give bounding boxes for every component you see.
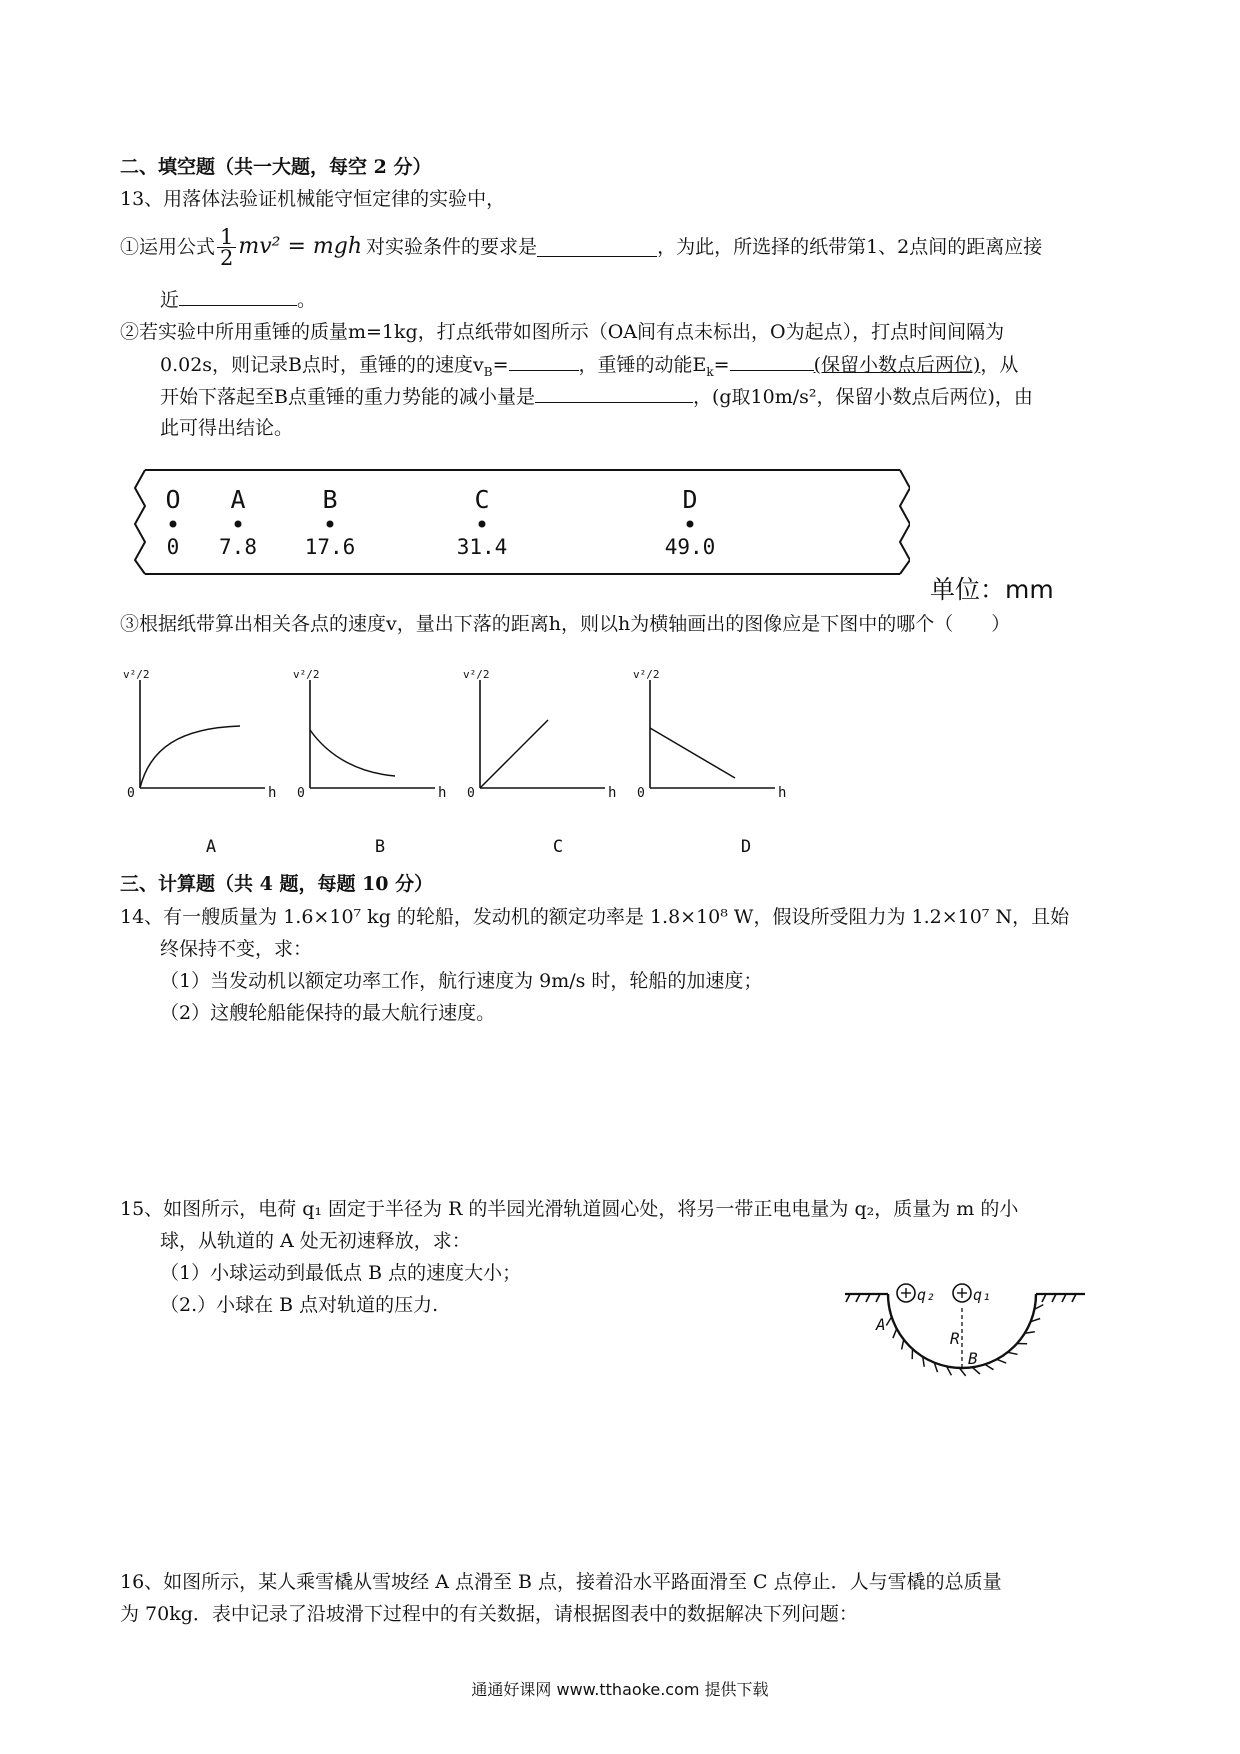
track-hatch-mark: [893, 1329, 897, 1339]
x-axis-label: h: [608, 785, 617, 801]
tape-point-label: B: [322, 485, 338, 514]
answer-blank-condition[interactable]: [537, 238, 657, 257]
q13-part1-line2: [160, 287, 316, 312]
q15-sub1: （1）小球运动到最低点 B 点的速度大小；: [160, 1262, 522, 1284]
q13-part2-line3: [160, 384, 1033, 409]
q13-part1-line1: [120, 224, 1043, 270]
tape-point-label: A: [230, 485, 246, 514]
answer-blank-kinetic-energy[interactable]: [730, 352, 814, 371]
q13-part2-line2: [160, 352, 1018, 384]
track-hatch-mark: [997, 1359, 1007, 1363]
tape-dot: [687, 521, 694, 528]
option-label[interactable]: C: [552, 837, 564, 857]
radius-label: R: [950, 1329, 960, 1348]
graph-option-d: [633, 668, 786, 857]
tape-unit-label: 单位：mm: [930, 575, 1054, 604]
q13-p2-precision-note: (保留小数点后两位): [813, 354, 981, 376]
q13-part2-line4: 此可得出结论。: [160, 417, 294, 439]
q13-p1-suffix: ，为此，所选择的纸带第1、2点间的距离应接: [657, 236, 1043, 258]
q13-p2-text-b: =: [492, 354, 509, 376]
option-label[interactable]: B: [374, 837, 386, 857]
q14-sub2: （2）这艘轮船能保持的最大航行速度。: [160, 1002, 496, 1024]
tape-point-value: 49.0: [664, 535, 716, 559]
q13-p2-text-d: =: [713, 354, 730, 376]
q13-p1-line2-prefix: 近: [160, 289, 180, 311]
semicircle-track-figure: [840, 1280, 1090, 1415]
tape-point-label: D: [682, 485, 698, 514]
track-hatch-mark: [1008, 1352, 1018, 1354]
graph-curve: [650, 728, 735, 778]
x-axis-label: h: [268, 785, 277, 801]
tape-point-value: 7.8: [219, 535, 257, 559]
q15-line2: 球，从轨道的 A 处无初速释放，求：: [160, 1230, 471, 1252]
tape-dot: [235, 521, 242, 528]
answer-blank-distance[interactable]: [179, 287, 297, 306]
answer-blank-velocity[interactable]: [509, 352, 579, 371]
option-graphs: [118, 660, 918, 860]
graph-curve: [480, 720, 548, 788]
graph-option-b: [293, 668, 446, 857]
q13-p2-text-f: ，从: [980, 354, 1019, 376]
track-hatch-mark: [886, 1317, 891, 1326]
q13-part2-line1: ②若实验中所用重锤的质量m=1kg，打点纸带如图所示（OA间有点未标出，O为起点），打点时间间隔为: [120, 321, 1005, 343]
y-axis-label: v²/2: [123, 668, 150, 681]
track-hatch-mark: [985, 1364, 994, 1369]
x-axis-label: h: [778, 785, 787, 801]
tape-dot: [170, 521, 177, 528]
footer: 通通好课网 www.tthaoke.com 提供下载: [471, 1680, 769, 1699]
q14-sub1: （1）当发动机以额定功率工作，航行速度为 9m/s 时，轮船的加速度；: [160, 970, 763, 992]
point-a-label: A: [876, 1315, 886, 1334]
q15-line1: 15、如图所示，电荷 q₁ 固定于半径为 R 的半园光滑轨道圆心处，将另一带正电电量为 q₂，质量为 m 的小: [120, 1198, 1019, 1220]
q13-part3: ③根据纸带算出相关各点的速度v，量出下落的距离h，则以h为横轴画出的图像应是下图中的哪个（ ）: [120, 613, 1011, 635]
tape-point-label: C: [474, 485, 490, 514]
option-label[interactable]: D: [740, 837, 752, 857]
q13-p1-mid: 对实验条件的要求是: [366, 236, 538, 258]
section-2-title: 二、填空题（共一大题，每空 2 分）: [120, 156, 432, 178]
q1-label: q₁: [973, 1286, 992, 1304]
graph-curve: [140, 726, 240, 788]
formula-fraction: [217, 224, 236, 270]
tape-point-value: 17.6: [304, 535, 356, 559]
track-hatch-mark: [902, 1340, 904, 1350]
formula-rest: mv² = mgh: [238, 234, 363, 259]
vb-subscript: B: [483, 364, 493, 379]
q14-line2: 终保持不变，求：: [160, 938, 313, 960]
q14-line1: 14、有一艘质量为 1.6×10⁷ kg 的轮船，发动机的额定功率是 1.8×10⁸ W，假设所受阻力为 1.2×10⁷ N，且始: [120, 906, 1070, 928]
tape-dot: [327, 521, 334, 528]
q13-p2-line3-text-b: ，(g取10m/s²，保留小数点后两位)，由: [692, 386, 1033, 408]
origin-label: 0: [637, 786, 645, 801]
origin-label: 0: [297, 786, 305, 801]
x-axis-label: h: [438, 785, 447, 801]
q13-p2-text-a: 0.02s，则记录B点时，重锤的的速度v: [160, 354, 484, 376]
answer-blank-potential-energy[interactable]: [535, 384, 693, 403]
y-axis-label: v²/2: [633, 668, 660, 681]
tape-points: [165, 485, 715, 559]
tape-point-value: 31.4: [456, 535, 508, 559]
origin-label: 0: [127, 786, 135, 801]
formula-numerator: 1: [217, 227, 236, 248]
paper-tape-figure: [130, 466, 910, 581]
origin-label: 0: [467, 786, 475, 801]
tape-dot: [479, 521, 486, 528]
tape-point-value: 0: [166, 535, 180, 559]
graph-option-c: [463, 668, 616, 857]
y-axis-label: v²/2: [463, 668, 490, 681]
q13-p1-line2-suffix: 。: [297, 289, 317, 311]
graphs-root: [123, 668, 786, 857]
q13-p1-prefix: ①运用公式: [120, 236, 216, 258]
graph-curve: [310, 730, 395, 776]
track-hatch-mark: [972, 1367, 980, 1374]
option-label[interactable]: A: [205, 837, 217, 857]
q13-stem: 13、用落体法验证机械能守恒定律的实验中，: [120, 188, 506, 210]
formula-denominator: 2: [220, 245, 234, 270]
q15-sub2: （2.）小球在 B 点对轨道的压力.: [160, 1294, 439, 1316]
q13-p2-text-c: ，重锤的动能E: [578, 354, 707, 376]
section-3-title: 三、计算题（共 4 题，每题 10 分）: [120, 873, 434, 895]
ek-subscript: k: [706, 364, 714, 379]
q13-p2-line3-text-a: 开始下落起至B点重锤的重力势能的减小量是: [160, 386, 535, 408]
q16-line2: 为 70kg．表中记录了沿坡滑下过程中的有关数据，请根据图表中的数据解决下列问题：: [120, 1603, 858, 1625]
y-axis-label: v²/2: [293, 668, 320, 681]
q16-line1: 16、如图所示，某人乘雪橇从雪坡经 A 点滑至 B 点，接着沿水平路面滑至 C 点停止．人与雪橇的总质量: [120, 1571, 1002, 1593]
point-b-label: B: [968, 1349, 978, 1368]
tape-point-label: O: [165, 485, 181, 514]
q2-label: q₂: [917, 1286, 936, 1304]
graph-option-a: [123, 668, 276, 857]
